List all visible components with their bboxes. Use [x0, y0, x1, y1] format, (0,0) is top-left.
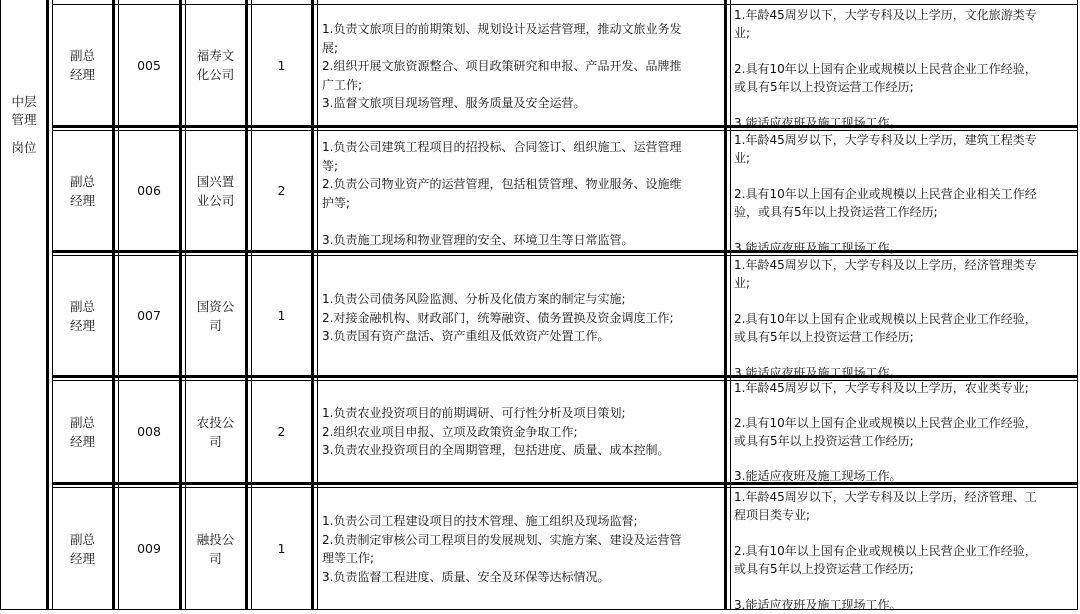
company-text: 司 — [209, 317, 222, 333]
duties-cell — [322, 512, 722, 592]
code-text: 008 — [137, 424, 161, 439]
company-cell — [186, 131, 245, 250]
grid-line — [46, 0, 49, 610]
company-cell — [186, 381, 245, 482]
duties-cell — [322, 404, 722, 464]
code-cell — [119, 5, 179, 125]
requirements-cell — [734, 6, 1076, 130]
duty-line: 2.负责制定审核公司工程项目的发展规划、实施方案、建设及运营管 — [322, 532, 682, 547]
requirement-line: 业; — [734, 26, 751, 40]
position-cell — [53, 381, 112, 482]
company-text: 司 — [209, 550, 222, 566]
company-text: 业公司 — [196, 192, 235, 208]
position-text: 经理 — [69, 317, 95, 333]
code-text: 006 — [137, 183, 161, 198]
duty-line: 3.负责监督工程进度、质量、安全及环保等达标情况。 — [322, 569, 610, 584]
duty-line: 1.负责农业投资项目的前期调研、可行性分析及项目策划; — [322, 406, 626, 420]
code-cell — [119, 256, 179, 375]
duty-line: 护等; — [322, 195, 351, 210]
category-line: 管理 — [11, 112, 37, 127]
duty-line: 3.负责施工现场和物业管理的安全、环境卫生等日常监管。 — [322, 232, 634, 247]
duty-line: 2.组织开展文旅资源整合、项目政策研究和申报、产品开发、品牌推 — [322, 59, 682, 73]
company-text: 国资公 — [196, 298, 235, 314]
position-cell — [53, 5, 112, 125]
duty-line: 1.负责公司建筑工程项目的招投标、合同签订、组织施工、运营管理 — [322, 140, 682, 154]
duty-line: 3.负责国有资产盘活、资产重组及低效资产处置工作。 — [322, 329, 610, 343]
position-text: 副总 — [69, 173, 95, 189]
position-text: 副总 — [69, 298, 95, 314]
requirements-cell — [734, 380, 1076, 482]
code-text: 007 — [137, 308, 161, 323]
count-text: 2 — [277, 424, 286, 439]
position-cell — [53, 488, 112, 609]
grid-line — [724, 0, 727, 610]
position-text: 经理 — [69, 433, 95, 449]
requirement-line: 业; — [734, 276, 751, 290]
duties-cell — [322, 138, 722, 248]
requirement-line: 1.年龄45周岁以下，大学专科及以上学历，农业类专业; — [734, 381, 1029, 395]
grid-line — [245, 0, 248, 610]
company-text: 国兴置 — [196, 173, 235, 189]
duty-line: 展; — [322, 40, 339, 55]
duty-line: 2.负责公司物业资产的运营管理，包括租赁管理、物业服务、设施维 — [322, 177, 682, 191]
position-text: 副总 — [69, 414, 95, 430]
grid-line — [179, 0, 182, 610]
duty-line: 2.组织农业项目申报、立项及政策资金争取工作; — [322, 424, 578, 439]
company-text: 福寿文 — [196, 48, 235, 63]
requirement-line: 1.年龄45周岁以下，大学专科及以上学历，文化旅游类专 — [734, 8, 1037, 22]
requirement-line: 2.具有10年以上国有企业或规模以上民营企业工作经验， — [734, 312, 1037, 326]
position-text: 经理 — [69, 550, 95, 566]
requirement-line: 3.能适应夜班及施工现场工作。 — [734, 366, 902, 380]
requirement-line: 业; — [734, 151, 751, 165]
count-text: 1 — [277, 541, 286, 556]
requirement-line: 验，或具有5年以上投资运营工作经历; — [734, 205, 938, 219]
duty-line: 1.负责公司工程建设项目的技术管理、施工组织及现场监督; — [322, 514, 638, 528]
position-text: 经理 — [69, 67, 95, 82]
duty-line: 1.负责文旅项目的前期策划、规划设计及运营管理，推动文旅业务发 — [322, 22, 682, 36]
company-cell — [186, 488, 245, 609]
requirement-line: 或具有5年以上投资运营工作经历; — [734, 562, 914, 576]
duty-line: 2.对接金融机构、财政部门，统筹融资、债务置换及资金调度工作; — [322, 310, 674, 325]
requirements-cell — [734, 256, 1076, 380]
grid-line — [0, 0, 1, 610]
category-line: 中层 — [11, 94, 37, 109]
company-cell — [186, 256, 245, 375]
duty-line: 3.监督文旅项目现场管理、服务质量及安全运营。 — [322, 96, 586, 110]
duty-line: 3.负责农业投资项目的全周期管理，包括进度、质量、成本控制。 — [322, 443, 670, 457]
count-cell — [252, 5, 311, 125]
category-line: 岗位 — [11, 140, 37, 155]
code-text: 005 — [137, 57, 161, 73]
position-text: 经理 — [69, 192, 95, 208]
requirements-cell — [734, 131, 1076, 255]
requirement-line: 2.具有10年以上国有企业或规模以上民营企业工作经验， — [734, 416, 1037, 430]
requirement-line: 3.能适应夜班及施工现场工作。 — [734, 598, 902, 612]
duty-line: 等; — [322, 158, 339, 173]
position-cell — [53, 256, 112, 375]
count-text: 2 — [277, 183, 286, 198]
code-cell — [119, 381, 179, 482]
company-cell — [186, 5, 245, 125]
grid-line — [730, 0, 731, 610]
duty-line: 理等工作; — [322, 551, 375, 565]
grid-line — [1077, 0, 1078, 610]
duty-line: 1.负责公司债务风险监测、分析及化债方案的制定与实施; — [322, 292, 626, 306]
grid-line — [317, 0, 318, 610]
company-text: 司 — [209, 433, 222, 449]
company-text: 农投公 — [196, 414, 235, 430]
count-cell — [252, 131, 311, 250]
requirement-line: 3.能适应夜班及施工现场工作。 — [734, 468, 902, 483]
requirement-line: 或具有5年以上投资运营工作经历; — [734, 433, 914, 448]
requirements-cell — [734, 488, 1076, 612]
grid-line — [112, 0, 115, 610]
requirement-line: 3.能适应夜班及施工现场工作。 — [734, 116, 902, 130]
requirement-line: 2.具有10年以上国有企业或规模以上民营企业相关工作经 — [734, 187, 1037, 201]
position-text: 副总 — [69, 531, 95, 547]
position-cell — [53, 131, 112, 250]
code-cell — [119, 488, 179, 609]
count-cell — [252, 488, 311, 609]
requirement-line: 1.年龄45周岁以下，大学专科及以上学历，建筑工程类专 — [734, 133, 1037, 147]
duties-cell — [322, 290, 722, 350]
requirement-line: 2.具有10年以上国有企业或规模以上民营企业工作经验， — [734, 544, 1037, 558]
duties-cell — [322, 20, 722, 124]
count-text: 1 — [277, 308, 286, 323]
company-text: 融投公 — [196, 531, 235, 547]
grid-line — [311, 0, 314, 610]
company-text: 化公司 — [196, 67, 235, 82]
requirement-line: 1.年龄45周岁以下，大学专科及以上学历，经济管理、工 — [734, 490, 1037, 504]
count-cell — [252, 256, 311, 375]
count-text: 1 — [277, 57, 286, 73]
requirement-line: 或具有5年以上投资运营工作经历; — [734, 330, 914, 344]
requirement-line: 2.具有10年以上国有企业或规模以上民营企业工作经验， — [734, 62, 1037, 76]
requirement-line: 1.年龄45周岁以下，大学专科及以上学历，经济管理类专 — [734, 258, 1037, 272]
category-label — [2, 80, 46, 170]
requirement-line: 3.能适应夜班及施工现场工作。 — [734, 241, 902, 255]
requirement-line: 程项目类专业; — [734, 508, 811, 522]
position-text: 副总 — [69, 48, 95, 63]
duty-line: 广工作; — [322, 77, 363, 92]
code-cell — [119, 131, 179, 250]
count-cell — [252, 381, 311, 482]
requirement-line: 或具有5年以上投资运营工作经历; — [734, 80, 914, 94]
code-text: 009 — [137, 541, 161, 556]
